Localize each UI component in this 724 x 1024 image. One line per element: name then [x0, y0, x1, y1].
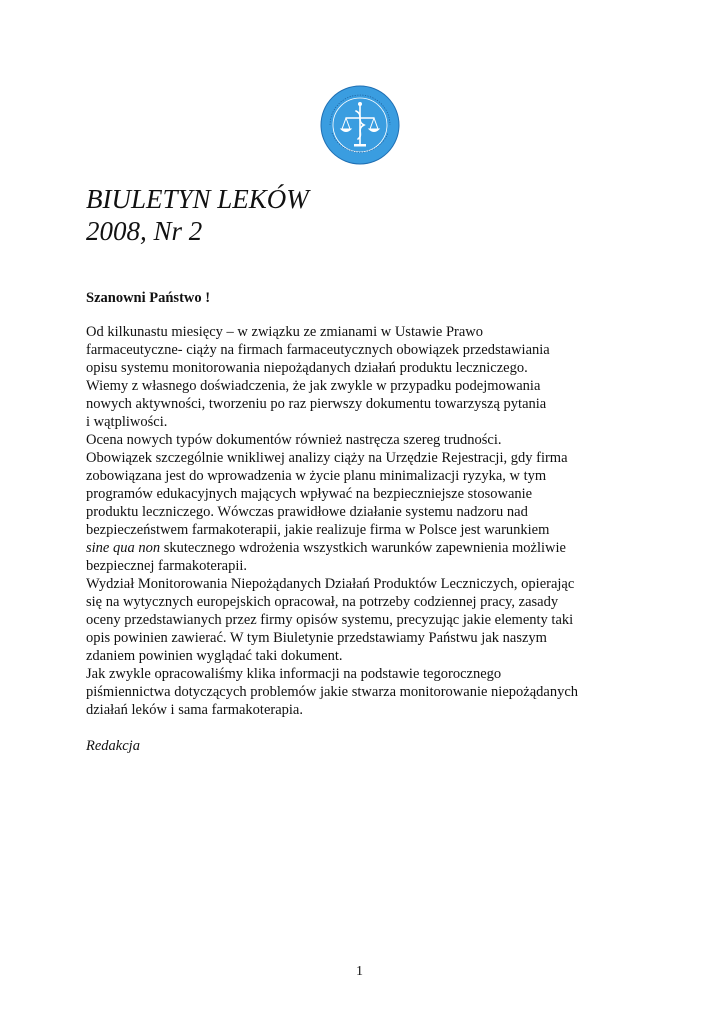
body-line: produktu leczniczego. Wówczas prawidłowe działanie systemu nadzoru nad [86, 504, 528, 520]
body-line: Od kilkunastu miesięcy – w związku ze zmianami w Ustawie Prawo [86, 324, 484, 340]
body-line: zdaniem powinien wyglądać taki dokument. [86, 648, 343, 664]
body-line: Obowiązek szczególnie wnikliwej analizy ciąży na Urzędzie Rejestracji, gdy firma [86, 450, 568, 466]
body-line: zobowiązana jest do wprowadzenia w życie planu minimalizacji ryzyka, w tym [86, 468, 547, 484]
body-line: farmaceutyczne- ciąży na firmach farmaceutycznych obowiązek przedstawiania [86, 342, 550, 358]
body-line: bezpiecznej farmakoterapii. [86, 558, 248, 574]
body-line: piśmiennictwa dotyczących problemów jakie stwarza monitorowanie niepożądanych [86, 684, 579, 700]
body-line: opisu systemu monitorowania niepożądanych działań produktu leczniczego. [86, 360, 528, 376]
latin-phrase: sine qua non [86, 540, 161, 556]
body-line-rest: skutecznego wdrożenia wszystkich warunków zapewnienia możliwie [160, 540, 566, 556]
body-line: działań leków i sama farmakoterapia. [86, 702, 303, 718]
body-line: oceny przedstawianych przez firmy opisów systemu, precyzując jakie elementy taki [86, 612, 574, 628]
body-line: bezpieczeństwem farmakoterapii, jakie realizuje firma w Polsce jest warunkiem [86, 522, 550, 538]
title-line-1: BIULETYN LEKÓW [86, 184, 309, 214]
signature: Redakcja [86, 738, 140, 754]
bulletin-title [86, 183, 309, 247]
caduceus-scales-seal-icon [320, 85, 400, 165]
body-line: i wątpliwości. [86, 414, 168, 430]
body-line: opis powinien zawierać. W tym Biuletynie przedstawiamy Państwu jak naszym [86, 630, 547, 646]
body-line: nowych aktywności, tworzeniu po raz pierwszy dokumentu towarzyszą pytania [86, 396, 547, 412]
body-line: Wydział Monitorowania Niepożądanych Działań Produktów Leczniczych, opierając [86, 576, 575, 592]
greeting: Szanowni Państwo ! [86, 290, 211, 306]
body-line: Ocena nowych typów dokumentów również nastręcza szereg trudności. [86, 432, 502, 448]
body-line: się na wytycznych europejskich opracował, na potrzeby codziennej pracy, zasady [86, 594, 559, 610]
letter-body [86, 323, 646, 719]
body-line: Wiemy z własnego doświadczenia, że jak zwykle w przypadku podejmowania [86, 378, 541, 394]
title-line-2: 2008, Nr 2 [86, 216, 203, 246]
body-line: Jak zwykle opracowaliśmy klika informacji na podstawie tegorocznego [86, 666, 502, 682]
body-line-sine-qua-non [86, 539, 646, 557]
body-line: programów edukacyjnych mających wpływać na bezpieczniejsze stosowanie [86, 486, 533, 502]
page-number: 1 [356, 964, 363, 979]
